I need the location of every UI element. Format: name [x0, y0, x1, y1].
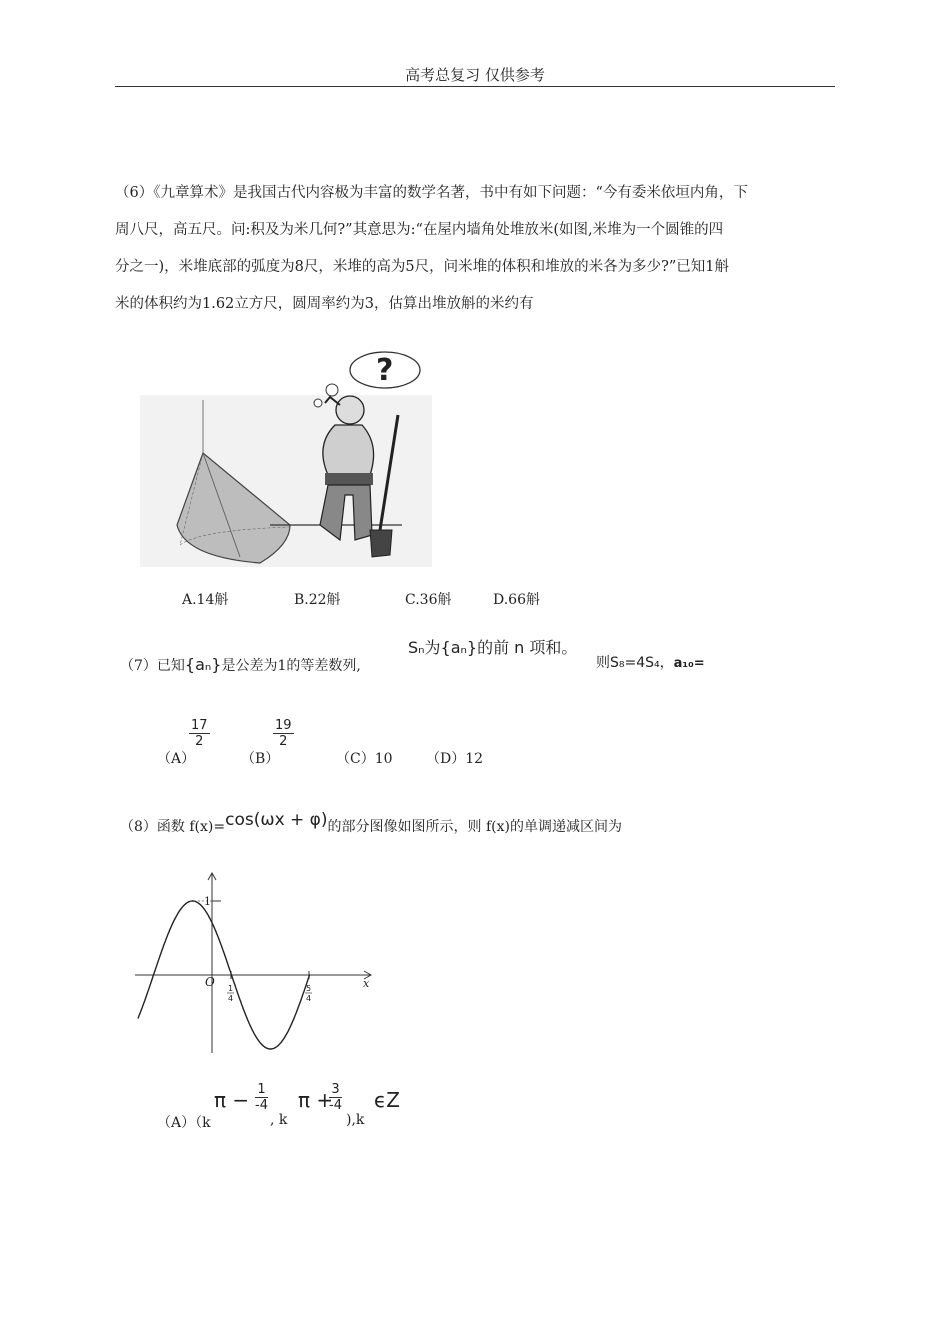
cosine-graph [135, 868, 380, 1058]
q8-option-a-sep: , k [270, 1112, 288, 1128]
q6-option-d: D.66斛 [493, 592, 540, 608]
q6-line-2: 周八尺，高五尺。问:积及为米几何?”其意思为:“在屋内墙角处堆放米(如图,米堆为一个圆锥的四 [115, 222, 724, 238]
q8-function: cos(ωx + φ) [225, 810, 328, 830]
q7-option-a-denominator: 2 [195, 734, 204, 749]
q8-option-a-fraction-1 [255, 1082, 268, 1113]
q8-fraction-2-numerator: 3 [329, 1082, 342, 1098]
q7-option-c: （C）10 [336, 751, 393, 767]
q8-option-a-ez: ϵZ [374, 1088, 401, 1112]
q7-condition [596, 652, 705, 672]
y-tick-one: 1 [204, 895, 211, 908]
q7-sn-text: Sₙ为{aₙ}的前 n 项和。 [408, 638, 578, 657]
q6-line-1: （6）《九章算术》是我国古代内容极为丰富的数学名著，书中有如下问题：“今有委米依垣内角，下 [115, 185, 748, 201]
question-6-text [115, 175, 840, 323]
question-7-prefix [120, 655, 361, 675]
q8-option-a-pi-plus: π + [298, 1088, 334, 1112]
tick-quarter-num: 1 [228, 984, 234, 993]
q6-option-c: C.36斛 [405, 592, 452, 608]
q7-option-b-fraction [273, 718, 294, 749]
question-8-text [120, 810, 622, 836]
header-rule [115, 86, 835, 87]
q8-fraction-2-denominator: -4 [329, 1098, 342, 1113]
q8-option-a-fraction-2 [329, 1082, 342, 1113]
q8-option-a-label: （A）（k [157, 1115, 211, 1131]
q6-option-b: B.22斛 [294, 592, 341, 608]
q8-fraction-1-numerator: 1 [255, 1082, 268, 1098]
q7-then: 则S₈=4S₄， [596, 655, 674, 671]
q6-line-3: 分之一)，米堆底部的弧度为8尺，米堆的高为5尺，问米堆的体积和堆放的米各为多少?”已知1斛 [115, 259, 730, 275]
q7-mid: 是公差为1的等差数列, [221, 658, 361, 674]
q7-option-d: （D）12 [426, 751, 484, 767]
q8-suffix: 的部分图像如图所示，则 f(x)的单调递减区间为 [327, 819, 622, 835]
q7-option-b: （B） [241, 751, 280, 767]
origin-label: O [205, 975, 215, 989]
q8-option-a-close: ),k [346, 1112, 365, 1128]
q8-fraction-1-denominator: -4 [255, 1098, 268, 1113]
q8-option-a-pi-minus: π − [214, 1088, 250, 1112]
q7-an: {aₙ} [184, 655, 222, 674]
tick-five-quarter-den: 4 [306, 994, 312, 1003]
q7-prefix: （7）已知 [120, 658, 185, 674]
q6-option-a: A.14斛 [182, 592, 229, 608]
q7-option-a: （A） [157, 751, 196, 767]
shovel-blade [370, 530, 392, 557]
x-axis-label: x [363, 977, 370, 990]
tick-quarter-den: 4 [228, 994, 234, 1003]
q7-option-a-numerator: 17 [191, 718, 208, 733]
q7-option-a-fraction [189, 718, 210, 749]
man-body [323, 425, 374, 475]
q6-line-4: 米的体积约为1.62立方尺，圆周率约为3，估算出堆放斛的米约有 [115, 296, 534, 312]
q7-a10: a₁₀= [673, 656, 705, 671]
man-head [336, 396, 364, 424]
q7-option-b-numerator: 19 [275, 718, 292, 733]
question-mark-icon: ? [376, 353, 394, 388]
q7-option-b-denominator: 2 [279, 734, 288, 749]
q8-prefix: （8）函数 f(x)= [120, 819, 226, 835]
rice-pile-illustration [140, 335, 440, 567]
page-header: 高考总复习 仅供参考 [405, 66, 545, 84]
tick-five-quarter-num: 5 [306, 984, 312, 993]
